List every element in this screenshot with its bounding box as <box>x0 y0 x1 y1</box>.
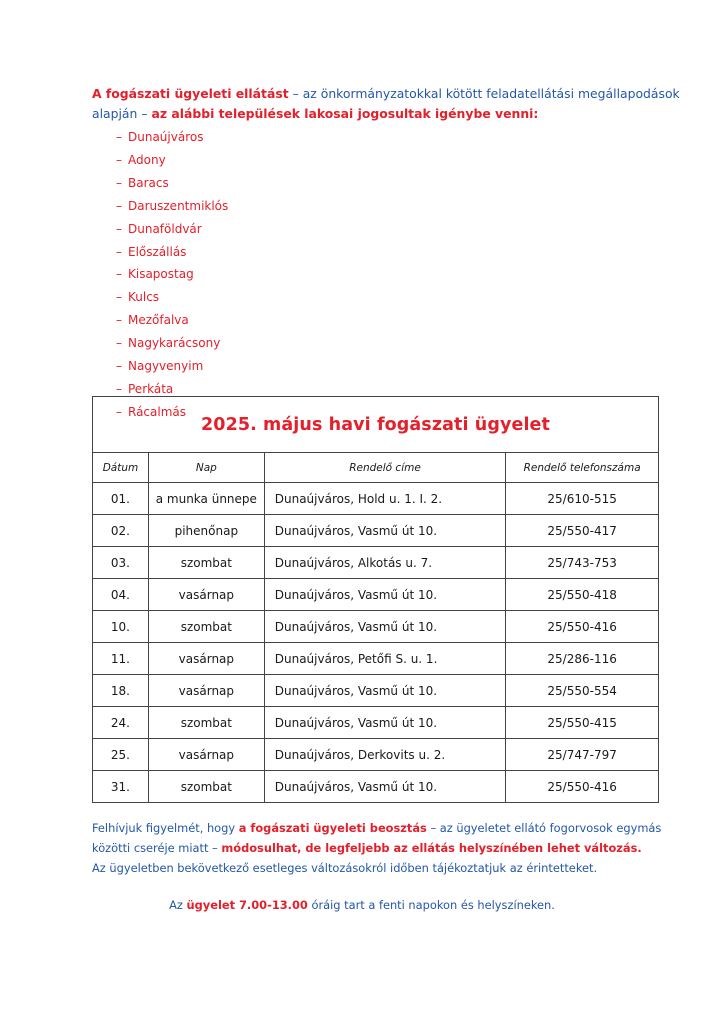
cell-day: szombat <box>148 707 264 739</box>
town-list-item <box>116 241 228 264</box>
cell-date: 10. <box>93 611 149 643</box>
cell-address: Dunaújváros, Alkotás u. 7. <box>264 547 506 579</box>
town-list-item <box>116 172 228 195</box>
intro-bold-2: az alábbi települések lakosai jogosultak igénybe venni: <box>151 106 539 121</box>
notice-text-1: Felhívjuk figyelmét, hogy <box>92 821 239 835</box>
footer-text-2: óráig tart a fenti napokon és helyszíneken. <box>307 898 555 912</box>
cell-date: 04. <box>93 579 149 611</box>
cell-address: Dunaújváros, Vasmű út 10. <box>264 707 506 739</box>
list-dash: – <box>116 152 122 167</box>
list-dash: – <box>116 404 122 419</box>
town-list-item <box>116 263 228 286</box>
town-name: Nagyvenyim <box>128 359 204 374</box>
cell-day: szombat <box>148 611 264 643</box>
town-name: Perkáta <box>128 381 174 396</box>
cell-date: 11. <box>93 643 149 675</box>
town-list-item <box>116 286 228 309</box>
cell-phone: 25/747-797 <box>506 739 659 771</box>
intro-bold-1: A fogászati ügyeleti ellátást <box>92 86 289 101</box>
footer-text-1: Az <box>169 898 187 912</box>
town-list-item <box>116 195 228 218</box>
header-phone: Rendelő telefonszáma <box>506 453 659 483</box>
table-row <box>93 515 659 547</box>
cell-address: Dunaújváros, Vasmű út 10. <box>264 771 506 803</box>
header-date: Dátum <box>93 453 149 483</box>
cell-date: 02. <box>93 515 149 547</box>
cell-address: Dunaújváros, Vasmű út 10. <box>264 579 506 611</box>
cell-date: 18. <box>93 675 149 707</box>
cell-date: 01. <box>93 483 149 515</box>
cell-date: 25. <box>93 739 149 771</box>
table-row <box>93 643 659 675</box>
town-list-item <box>116 355 228 378</box>
list-dash: – <box>116 130 122 144</box>
cell-phone: 25/286-116 <box>506 643 659 675</box>
intro-text: – az önkormányzatokkal kötött feladatellátási megállapodások alapján – <box>92 86 680 121</box>
town-list-item <box>116 309 228 332</box>
notice-line-2: Az ügyeletben bekövetkező esetleges változásokról időben tájékoztatjuk az érintetteket. <box>92 861 598 875</box>
town-list <box>116 126 228 424</box>
town-name: Daruszentmiklós <box>128 198 229 213</box>
town-name: Adony <box>128 152 166 167</box>
cell-day: szombat <box>148 547 264 579</box>
cell-phone: 25/550-418 <box>506 579 659 611</box>
cell-address: Dunaújváros, Petőfi S. u. 1. <box>264 643 506 675</box>
town-list-item <box>116 149 228 172</box>
cell-day: szombat <box>148 771 264 803</box>
cell-date: 24. <box>93 707 149 739</box>
table-row <box>93 547 659 579</box>
cell-day: vasárnap <box>148 739 264 771</box>
list-dash: – <box>116 359 122 374</box>
list-dash: – <box>116 244 122 259</box>
schedule-title-box <box>92 396 659 452</box>
town-name: Dunaújváros <box>128 130 204 144</box>
table-row <box>93 739 659 771</box>
notice-bold-1: a fogászati ügyeleti beosztás <box>238 821 427 835</box>
table-row <box>93 483 659 515</box>
cell-address: Dunaújváros, Vasmű út 10. <box>264 675 506 707</box>
cell-phone: 25/743-753 <box>506 547 659 579</box>
list-dash: – <box>116 381 122 396</box>
cell-day: a munka ünnepe <box>148 483 264 515</box>
cell-phone: 25/550-416 <box>506 771 659 803</box>
town-name: Kulcs <box>128 290 160 305</box>
table-header-row <box>93 453 659 483</box>
town-name: Mezőfalva <box>128 313 189 328</box>
cell-phone: 25/550-417 <box>506 515 659 547</box>
notice-text-2: – az ügyeletet ellátó fogorvosok egymás közötti cseréje miatt – <box>92 821 662 855</box>
cell-address: Dunaújváros, Vasmű út 10. <box>264 611 506 643</box>
table-row <box>93 675 659 707</box>
cell-date: 03. <box>93 547 149 579</box>
list-dash: – <box>116 198 122 213</box>
town-list-item <box>116 218 228 241</box>
town-list-item <box>116 126 228 149</box>
list-dash: – <box>116 267 122 282</box>
town-name: Baracs <box>128 175 169 190</box>
cell-date: 31. <box>93 771 149 803</box>
header-address: Rendelő címe <box>264 453 506 483</box>
cell-phone: 25/550-416 <box>506 611 659 643</box>
list-dash: – <box>116 221 122 236</box>
cell-address: Dunaújváros, Vasmű út 10. <box>264 515 506 547</box>
list-dash: – <box>116 175 122 190</box>
cell-phone: 25/550-415 <box>506 707 659 739</box>
town-name: Rácalmás <box>128 404 187 419</box>
schedule-title: 2025. május havi fogászati ügyelet <box>201 414 550 435</box>
cell-day: vasárnap <box>148 643 264 675</box>
town-name: Dunaföldvár <box>128 221 202 236</box>
header-day: Nap <box>148 453 264 483</box>
cell-address: Dunaújváros, Derkovits u. 2. <box>264 739 506 771</box>
town-name: Előszállás <box>128 244 187 259</box>
footer-bold: ügyelet 7.00-13.00 <box>186 898 308 912</box>
cell-day: vasárnap <box>148 579 264 611</box>
cell-address: Dunaújváros, Hold u. 1. I. 2. <box>264 483 506 515</box>
table-row <box>93 579 659 611</box>
table-row <box>93 611 659 643</box>
town-name: Kisapostag <box>128 267 194 282</box>
intro-paragraph <box>92 84 682 124</box>
schedule-table <box>92 452 659 803</box>
cell-phone: 25/550-554 <box>506 675 659 707</box>
table-row <box>93 771 659 803</box>
town-name: Nagykarácsony <box>128 336 221 351</box>
notice-bold-2: módosulhat, de legfeljebb az ellátás helyszínében lehet változás. <box>221 841 642 855</box>
footer-note <box>0 898 724 912</box>
cell-phone: 25/610-515 <box>506 483 659 515</box>
table-row <box>93 707 659 739</box>
list-dash: – <box>116 290 122 305</box>
list-dash: – <box>116 336 122 351</box>
town-list-item <box>116 332 228 355</box>
cell-day: vasárnap <box>148 675 264 707</box>
cell-day: pihenőnap <box>148 515 264 547</box>
list-dash: – <box>116 313 122 328</box>
notice-paragraph <box>92 818 682 878</box>
